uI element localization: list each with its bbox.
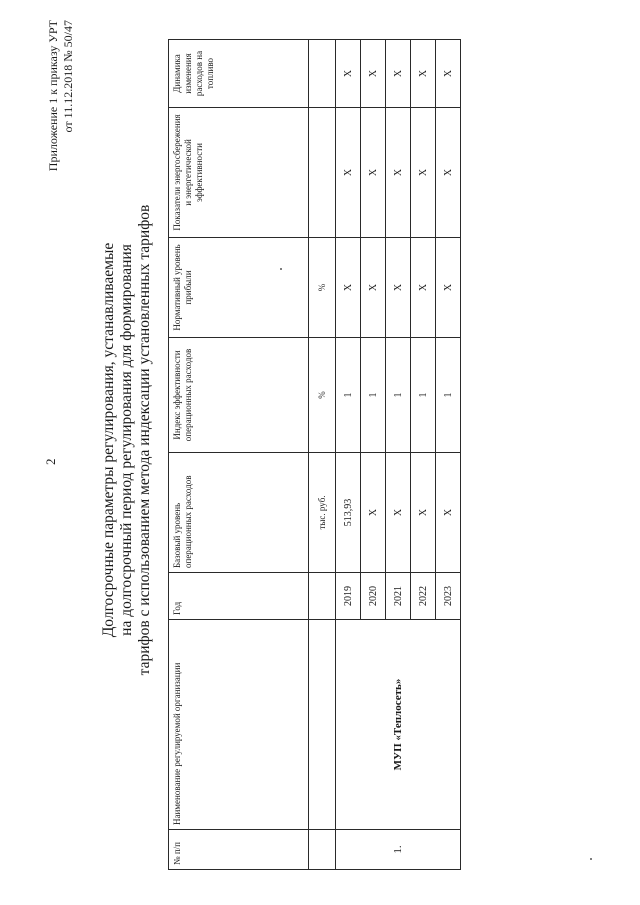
scan-speck xyxy=(590,858,592,860)
cell-index: 1 xyxy=(336,338,361,453)
title-line-2: на долгосрочный период регулирования для формирования xyxy=(118,244,135,636)
cell-year: 2021 xyxy=(386,573,411,620)
cell-fuel: X xyxy=(361,40,386,108)
unit-index: % xyxy=(309,338,336,453)
header-energy: Показатели энергосбережения и энергетической эффективности xyxy=(169,108,309,238)
header-fuel: Динамика изменения расходов на топливо xyxy=(169,40,309,108)
cell-index: 1 xyxy=(411,338,436,453)
title-line-3: тарифов с использованием метода индексации установленных тарифов xyxy=(136,204,153,676)
header-base: Базовый уровень операционных расходов xyxy=(169,453,309,573)
units-row xyxy=(309,40,336,870)
organization-name: МУП «Теплосеть» xyxy=(336,620,461,830)
header-index: Индекс эффективности операционных расходов xyxy=(169,338,309,453)
title-line-1: Долгосрочные параметры регулирования, устанавливаемые xyxy=(100,242,117,638)
header-org: Наименование регулируемой организации xyxy=(169,620,309,830)
cell-fuel: X xyxy=(386,40,411,108)
cell-profit: X xyxy=(386,238,411,338)
cell-profit: X xyxy=(411,238,436,338)
cell-base: 513,93 xyxy=(336,453,361,573)
unit-num xyxy=(309,830,336,870)
cell-year: 2020 xyxy=(361,573,386,620)
appendix-line-2: от 11.12.2018 № 50/47 xyxy=(61,20,75,133)
unit-org xyxy=(309,620,336,830)
document-title xyxy=(100,130,154,750)
cell-profit: X xyxy=(436,238,461,338)
page-number: 2 xyxy=(43,458,58,465)
cell-base: X xyxy=(361,453,386,573)
cell-energy: X xyxy=(336,108,361,238)
cell-index: 1 xyxy=(361,338,386,453)
scan-speck xyxy=(280,268,282,270)
cell-base: X xyxy=(386,453,411,573)
appendix-note xyxy=(46,20,76,220)
unit-profit: % xyxy=(309,238,336,338)
appendix-line-1: Приложение 1 к приказу УРТ xyxy=(46,20,60,172)
parameters-table xyxy=(168,39,461,870)
cell-fuel: X xyxy=(411,40,436,108)
cell-energy: X xyxy=(386,108,411,238)
cell-energy: X xyxy=(411,108,436,238)
cell-index: 1 xyxy=(436,338,461,453)
cell-profit: X xyxy=(336,238,361,338)
header-year: Год xyxy=(169,573,309,620)
cell-year: 2019 xyxy=(336,573,361,620)
row-number: 1. xyxy=(336,830,461,870)
cell-fuel: X xyxy=(436,40,461,108)
cell-base: X xyxy=(411,453,436,573)
unit-year xyxy=(309,573,336,620)
unit-fuel xyxy=(309,40,336,108)
cell-energy: X xyxy=(361,108,386,238)
cell-energy: X xyxy=(436,108,461,238)
cell-fuel: X xyxy=(336,40,361,108)
cell-year: 2022 xyxy=(411,573,436,620)
table-row xyxy=(336,40,361,870)
unit-base: тыс. руб. xyxy=(309,453,336,573)
header-profit: Нормативный уровень прибыли xyxy=(169,238,309,338)
cell-profit: X xyxy=(361,238,386,338)
cell-index: 1 xyxy=(386,338,411,453)
cell-year: 2023 xyxy=(436,573,461,620)
table-header-row xyxy=(169,40,309,870)
rotated-page xyxy=(0,15,600,880)
unit-energy xyxy=(309,108,336,238)
cell-base: X xyxy=(436,453,461,573)
header-num: № п/п xyxy=(169,830,309,870)
